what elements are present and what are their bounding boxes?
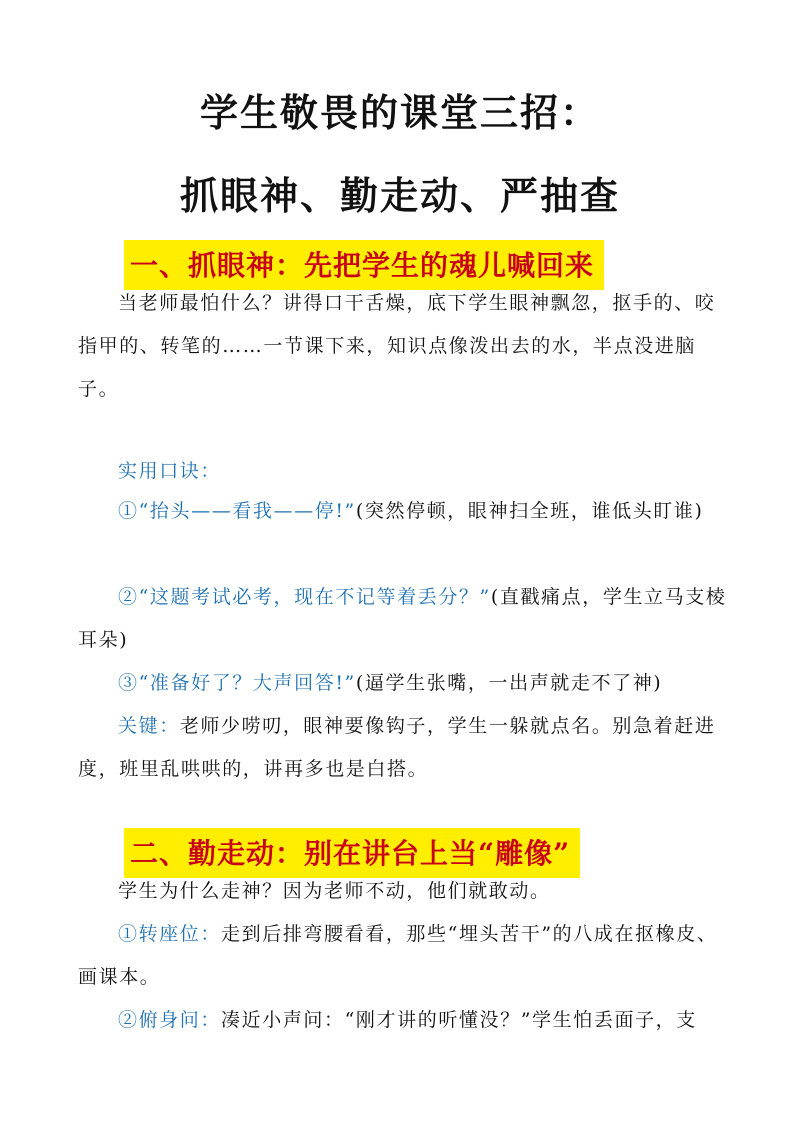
tips-label: 实用口诀：: [118, 460, 222, 482]
tip-1: [78, 490, 728, 533]
item-1-text: 走到后排弯腰看看，那些“埋头苦干”的八成在抠橡皮、画课本。: [78, 923, 718, 988]
item-1: [78, 913, 728, 999]
tip-2-note: (直戳痛点，学生立马支棱耳朵): [78, 586, 727, 651]
item-2-label: ②俯身问：: [118, 1009, 222, 1031]
item-2: [78, 999, 728, 1042]
section1-heading: 一、抓眼神：先把学生的魂儿喊回来: [124, 240, 604, 290]
section2-intro: 学生为什么走神？因为老师不动，他们就敢动。: [118, 880, 551, 902]
key-paragraph: [78, 705, 728, 791]
tip-3: [78, 662, 728, 705]
section1-intro: 当老师最怕什么？讲得口干舌燥，底下学生眼神飘忽，抠手的、咬指甲的、转笔的……一节课下来，知识点像泼出去的水，半点没进脑子。: [78, 292, 716, 400]
item-1-label: ①转座位：: [118, 923, 222, 945]
section2-heading: 二、勤走动：别在讲台上当“雕像”: [124, 828, 580, 878]
tip-2: [78, 576, 728, 662]
page-title-line1: 学生敬畏的课堂三招：: [199, 90, 600, 135]
tip-3-note: (逼学生张嘴，一出声就走不了神): [355, 672, 663, 694]
key-text: 老师少唠叨，眼神要像钩子，学生一躲就点名。别急着赶进度，班里乱哄哄的，讲再多也是白搭。: [78, 715, 716, 780]
tip-3-quote: ③“准备好了？大声回答!”: [118, 672, 356, 694]
tip-1-quote: ①“抬头——看我——停!”: [118, 500, 356, 522]
tip-2-quote: ②“这题考试必考，现在不记等着丢分？”: [118, 586, 491, 608]
item-2-text: 凑近小声问：“刚才讲的听懂没？”学生怕丢面子，支: [221, 1009, 697, 1031]
page-title-line2: 抓眼神、勤走动、严抽查: [179, 173, 620, 218]
tip-1-note: (突然停顿，眼神扫全班，谁低头盯谁): [355, 500, 704, 522]
key-label: 关键：: [118, 715, 180, 737]
